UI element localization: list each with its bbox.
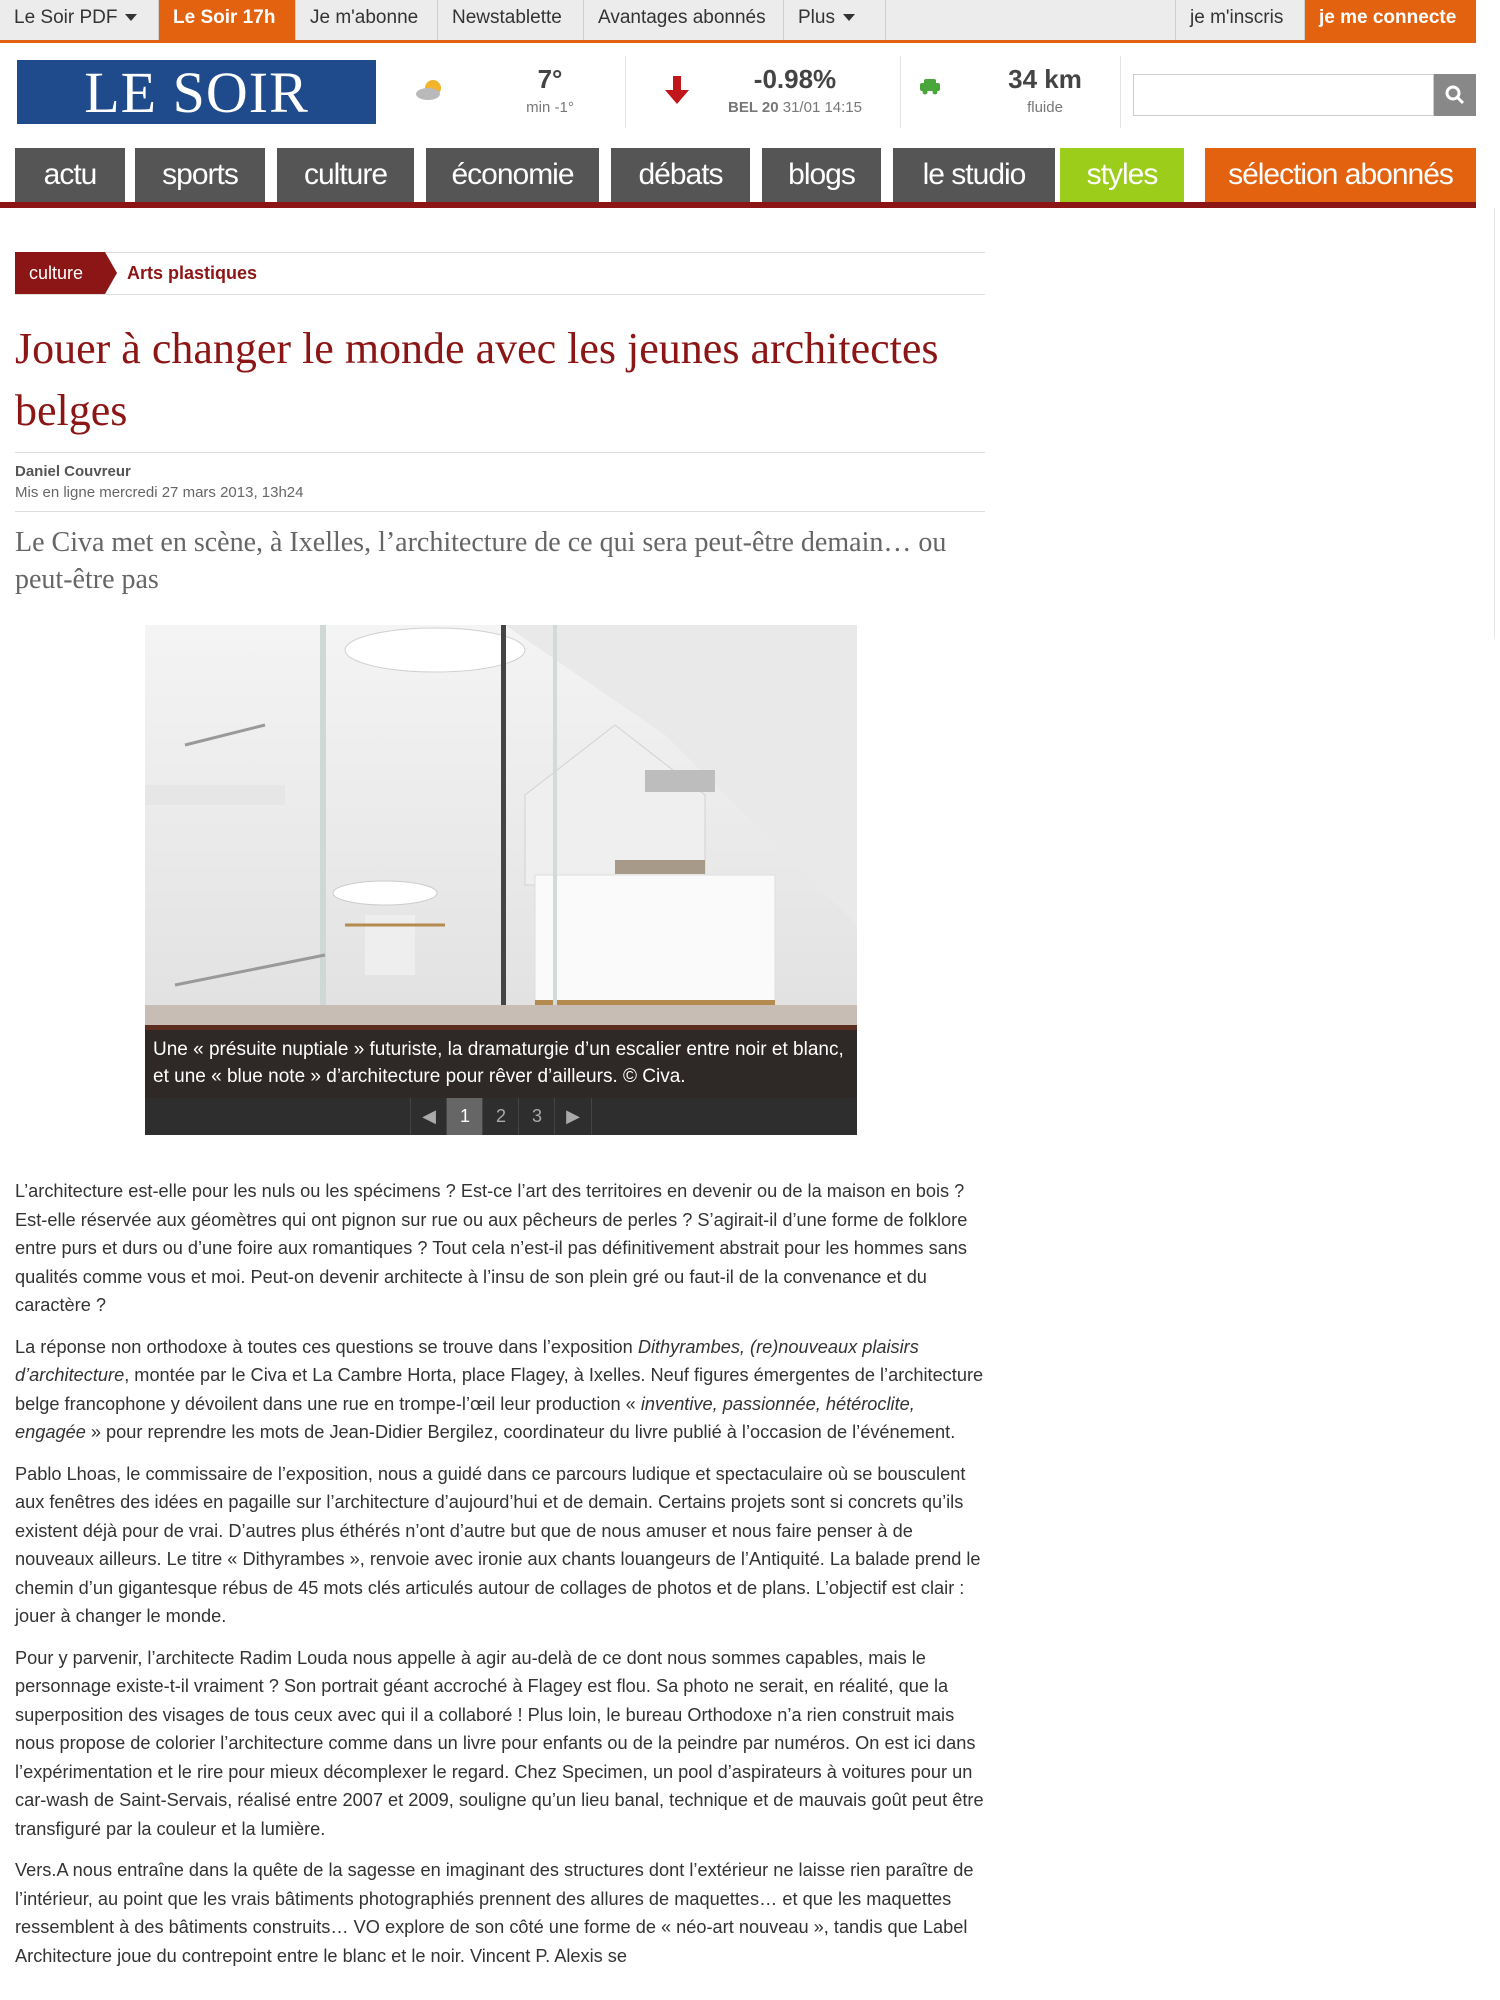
nav-tab-blogs[interactable]: blogs (762, 148, 881, 202)
article-author[interactable]: Daniel Couvreur (15, 463, 131, 480)
article-title: Jouer à changer le monde avec les jeunes architectes belges (15, 324, 939, 435)
article-body (15, 1177, 987, 1983)
nav-tab-culture[interactable]: culture (277, 148, 414, 202)
market-index: BEL 20 (727, 99, 779, 116)
paragraph-text: La réponse non orthodoxe à toutes ces questions se trouve dans l’exposition (15, 1336, 638, 1357)
signup-link[interactable] (1175, 0, 1305, 40)
weather-widget[interactable] (400, 56, 626, 128)
logo-text: LE SOIR (84, 60, 309, 125)
site-logo[interactable] (17, 60, 376, 124)
nav-underline (0, 202, 1476, 208)
nav-tab-le-studio[interactable]: le studio (893, 148, 1055, 202)
topnav-label: Avantages abonnés (598, 7, 766, 28)
page-divider (1494, 208, 1495, 638)
topnav-plus[interactable] (784, 0, 886, 40)
topnav-label: Le Soir PDF (14, 7, 118, 28)
topnav-label: Le Soir 17h (173, 7, 276, 28)
weather-min: min -1° (526, 99, 574, 116)
topnav-je-mabonne[interactable] (296, 0, 438, 40)
breadcrumb-section[interactable]: culture (15, 252, 105, 294)
paragraph-text: , montée par le Civa et La Cambre Horta, place Flagey, à Ixelles. Neuf figures émergentes de l’architecture belge francophone y dévoilent dans une rue en trompe-l’œil leur production « (15, 1365, 984, 1414)
divider (15, 452, 985, 453)
article-date: Mis en ligne mercredi 27 mars 2013, 13h24 (15, 484, 304, 501)
divider (15, 294, 985, 295)
nav-tab-actu[interactable]: actu (15, 148, 125, 202)
arrow-down-icon (663, 74, 691, 106)
paragraph-text: Pablo Lhoas, le commissaire de l’exposition, nous a guidé dans ce parcours ludique et spectaculaire où se bousculent aux fenêtres des idées en pagaille sur l’architecture d’aujourd’hui et de demain. Certains projets sont si concrets qu’ils existent déjà pour de vrai. D’autres plus éthérés n’ont d’autre but que de nous amuser et nous faire penser à de nouveaux ailleurs. Le titre « Dithyrambes », renvoie avec ironie aux chants louangeurs de l’Antiquité. La balade prend le chemin d’un gigantesque rébus de 45 mots clés articulés autour de collages de photos et de plans. L’objectif est clair : jouer à changer le monde. (15, 1463, 981, 1626)
paragraph-text: Pour y parvenir, l’architecte Radim Louda nous appelle à agir au-delà de ce dont nous sommes capables, mais le personnage existe-t-il vraiment ? Son portrait géant accroché à Flagey est flou. Sa photo ne serait, en réalité, que la superposition des visages de tous ceux avec qui il a collaboré ! Plus loin, le bureau Orthodoxe n’a rien construit mais nous propose de colorier l’architecture comme dans un livre pour enfants ou de la peindre par numéros. On est ici dans l’expérimentation et le rire pour mieux décomplexer le regard. Chez Specimen, un pool d’aspirateurs à voitures pour un car-wash de Saint-Servais, réalisé entre 2007 et 2009, souligne qu’un lieu banal, technique et de mauvais goût peut être transfiguré par la couleur et la lumière. (15, 1647, 984, 1839)
topnav-newstablette[interactable] (438, 0, 584, 40)
market-widget[interactable] (645, 56, 901, 128)
paragraph-text: Vers.A nous entraîne dans la quête de la sagesse en imaginant des structures dont l’extérieur ne laisse rien paraître de l’intérieur, au point que les vrais bâtiments photographiés prennent des allures de maquettes… et que les maquettes ressemblent à des bâtiments construits… VO explore de son côté une forme de « néo-art nouveau », tandis que Label Architecture joue du contrepoint entre le blanc et le noir. Vincent P. Alexis se (15, 1860, 974, 1966)
pager-next-button[interactable] (554, 1098, 592, 1135)
breadcrumb-subsection[interactable]: Arts plastiques (127, 263, 258, 283)
signup-label: je m'inscris (1190, 7, 1284, 28)
paragraph-italic: Dithyrambes, (re)nouveaux plaisirs d’architecture (15, 1336, 919, 1385)
article-lede: Le Civa met en scène, à Ixelles, l’architecture de ce qui sera peut-être demain… ou peut-être pas (15, 527, 947, 595)
article-paragraph (15, 1644, 987, 1844)
photo-pager (145, 1098, 857, 1135)
topnav-le-soir-17h[interactable] (159, 0, 296, 40)
paragraph-text: » pour reprendre les mots de Jean-Didier Bergilez, coordinateur du livre publié à l’occasion de l’événement. (85, 1422, 956, 1442)
topnav-label: Plus (798, 7, 835, 28)
article-paragraph (15, 1460, 987, 1631)
market-line (700, 99, 890, 116)
nav-tab-styles[interactable]: styles (1060, 148, 1184, 202)
login-button[interactable] (1305, 0, 1476, 40)
chevron-down-icon (125, 14, 137, 21)
pager-page-1[interactable]: 1 (446, 1098, 483, 1135)
search-button[interactable] (1434, 74, 1476, 116)
divider (15, 511, 985, 512)
search-input[interactable] (1133, 74, 1434, 116)
paragraph-text: L’architecture est-elle pour les nuls ou les spécimens ? Est-ce l’art des territoires en devenir ou de la maison en bois ? Est-elle réservée aux géomètres qui ont pignon sur rue ou aux pêcheurs de perles ? S’agirait-il d’une forme de folklore entre purs et durs ou d’une foire aux romantiques ? Tout cela n’est-il pas définitivement abstrait pour les hommes sans qualités comme vous et moi. Peut-on devenir architecte à l’insu de son plein gré ou faut-il de la convenance et du caractère ? (15, 1181, 968, 1315)
topnav-label: Newstablette (452, 7, 562, 28)
nav-tab-selection-abonnes[interactable]: sélection abonnés (1205, 148, 1476, 202)
top-utility-bar (0, 0, 1476, 43)
weather-sun-cloud-icon (414, 76, 446, 104)
car-icon (918, 76, 942, 96)
search-icon (1445, 85, 1465, 105)
chevron-down-icon (843, 14, 855, 21)
weather-temp: 7° (537, 64, 563, 94)
arrow-right-icon: ▶ (566, 1106, 580, 1126)
pager-prev-button[interactable] (410, 1098, 447, 1135)
login-label: je me connecte (1319, 7, 1457, 28)
article-paragraph (15, 1177, 987, 1320)
topnav-avantages-abonnes[interactable] (584, 0, 784, 40)
arrow-left-icon: ◀ (422, 1106, 436, 1126)
paragraph-italic: inventive, passionnée, hétéroclite, engagée (15, 1393, 915, 1442)
nav-tab-debats[interactable]: débats (611, 148, 750, 202)
pager-page-3[interactable]: 3 (518, 1098, 555, 1135)
article-paragraph (15, 1333, 987, 1447)
nav-tab-economie[interactable]: économie (426, 148, 599, 202)
traffic-status: fluide (1027, 99, 1063, 116)
market-datetime: 31/01 14:15 (782, 99, 862, 116)
nav-tab-sports[interactable]: sports (135, 148, 265, 202)
photo-caption: Une « présuite nuptiale » futuriste, la dramaturgie d’un escalier entre noir et blanc, et une « blue note » d’architecture pour rêver d’ailleurs. © Civa. (145, 1030, 857, 1098)
traffic-distance: 34 km (1008, 64, 1082, 94)
pager-page-2[interactable]: 2 (482, 1098, 519, 1135)
topnav-le-soir-pdf[interactable] (0, 0, 159, 40)
traffic-widget[interactable] (910, 56, 1121, 128)
topnav-label: Je m'abonne (310, 7, 419, 28)
article-paragraph (15, 1856, 987, 1970)
market-change: -0.98% (753, 64, 837, 94)
